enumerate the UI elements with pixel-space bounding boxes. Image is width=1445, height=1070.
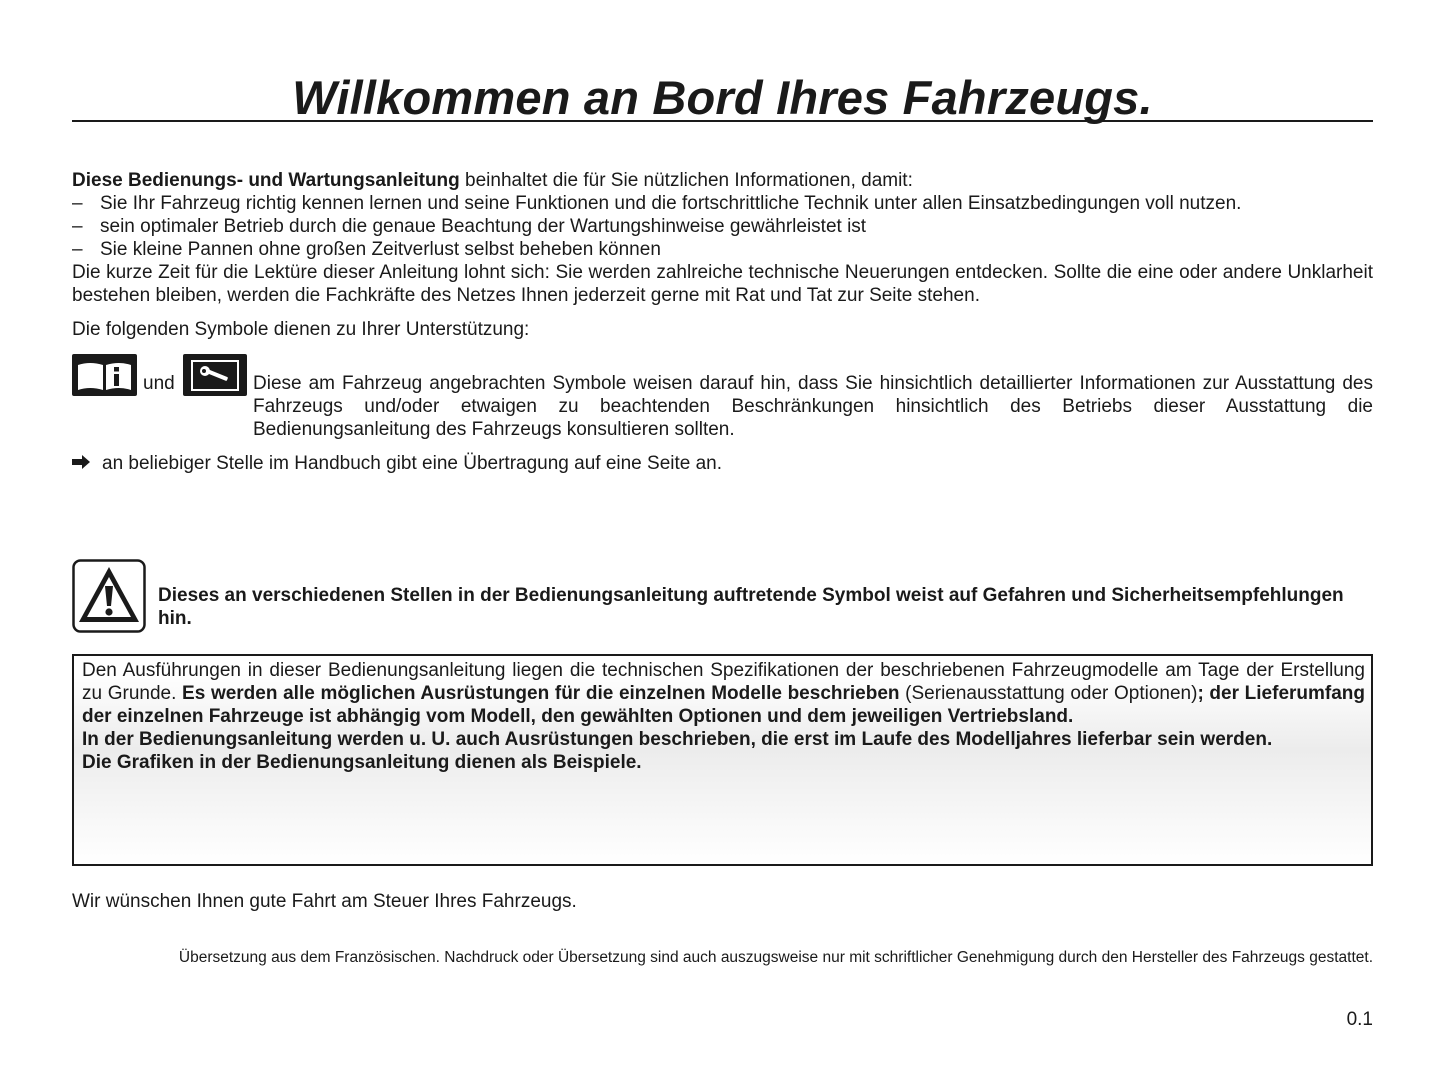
spec-part3: (Serienausstattung oder Optionen) bbox=[899, 683, 1198, 704]
book-info-icon bbox=[72, 354, 137, 396]
specification-notice-text bbox=[82, 659, 1365, 774]
dash-marker: – bbox=[72, 239, 83, 260]
intro-bullet bbox=[72, 215, 1373, 238]
symbols-intro: Die folgenden Symbole dienen zu Ihrer Unterstützung: bbox=[72, 319, 530, 340]
intro-paragraph: Die kurze Zeit für die Lektüre dieser Anleitung lohnt sich: Sie werden zahlreiche technische Neuerungen entdecken. Sollte die eine oder andere Unklarheit bestehen bleiben, werden die Fachkräfte des Netzes Ihnen jederzeit gerne mit Rat und Tat zur Seite stehen. bbox=[72, 262, 1373, 306]
intro-bullet bbox=[72, 238, 1373, 261]
arrow-note bbox=[72, 452, 722, 475]
spec-part2: Es werden alle möglichen Ausrüstungen für die einzelnen Modelle beschrieben bbox=[182, 683, 900, 704]
wrench-icon bbox=[183, 354, 247, 396]
title-rule bbox=[72, 70, 1373, 122]
intro-bullet-text: Sie kleine Pannen ohne großen Zeitverlust selbst beheben können bbox=[100, 239, 661, 260]
intro-bullet bbox=[72, 192, 1373, 215]
arrow-note-text: an beliebiger Stelle im Handbuch gibt eine Übertragung auf eine Seite an. bbox=[102, 453, 723, 474]
intro-block bbox=[72, 169, 1373, 307]
intro-bullet-text: sein optimaler Betrieb durch die genaue Beachtung der Wartungshinweise gewährleistet ist bbox=[100, 216, 867, 237]
right-arrow-icon bbox=[72, 452, 102, 475]
warning-triangle-icon bbox=[72, 559, 146, 633]
spec-line2: In der Bedienungsanleitung werden u. U. auch Ausrüstungen beschrieben, die erst im Laufe des Modelljahres lieferbar sein werden. bbox=[82, 729, 1273, 750]
closing-text: Wir wünschen Ihnen gute Fahrt am Steuer Ihres Fahrzeugs. bbox=[72, 891, 577, 912]
manual-page bbox=[72, 0, 1373, 1070]
dash-marker: – bbox=[72, 193, 83, 214]
symbols-description: Diese am Fahrzeug angebrachten Symbole weisen darauf hin, dass Sie hinsichtlich detaillierter Informationen zur Ausstattung des Fahrzeugs und/oder etwaigen zu beachtenden Beschränkungen hinsichtlich des Betriebs dieser Ausstattung die Bedienungsanleitung des Fahrzeugs konsultieren sollten. bbox=[253, 373, 1373, 440]
specification-notice-box bbox=[72, 654, 1373, 866]
warning-text: Dieses an verschiedenen Stellen in der Bedienungsanleitung auftretende Symbol weist auf Gefahren und Sicherheitsempfehlungen hin. bbox=[158, 585, 1344, 629]
intro-lead-bold: Diese Bedienungs- und Wartungsanleitung bbox=[72, 170, 460, 191]
spec-line3: Die Grafiken in der Bedienungsanleitung dienen als Beispiele. bbox=[82, 752, 642, 773]
spec-part4: ; der Lieferumfang der einzelnen Fahrzeuge ist abhängig vom Modell, den gewählten Optionen und dem jeweiligen Vertriebsland. bbox=[82, 683, 1366, 727]
dash-marker: – bbox=[72, 216, 83, 237]
intro-bullet-text: Sie Ihr Fahrzeug richtig kennen lernen und seine Funktionen und die fortschrittliche Technik unter allen Einsatzbedingungen voll nutzen. bbox=[100, 193, 1242, 214]
intro-lead bbox=[72, 169, 1373, 192]
spec-part1: Den Ausführungen in dieser Bedienungsanleitung liegen die technischen Spezifikationen der beschriebenen Fahrzeugmodelle am Tage der Erstellung zu Grunde. bbox=[82, 660, 1365, 704]
copyright-notice: Übersetzung aus dem Französischen. Nachdruck oder Übersetzung sind auch auszugsweise nur mit schriftlicher Genehmigung durch den Hersteller des Fahrzeugs gestattet. bbox=[178, 949, 1373, 966]
page-title: Willkommen an Bord Ihres Fahrzeugs. bbox=[292, 71, 1153, 124]
und-label: und bbox=[143, 373, 175, 394]
intro-lead-rest: beinhaltet die für Sie nützlichen Informationen, damit: bbox=[459, 170, 913, 191]
page-number: 0.1 bbox=[1346, 1009, 1373, 1030]
